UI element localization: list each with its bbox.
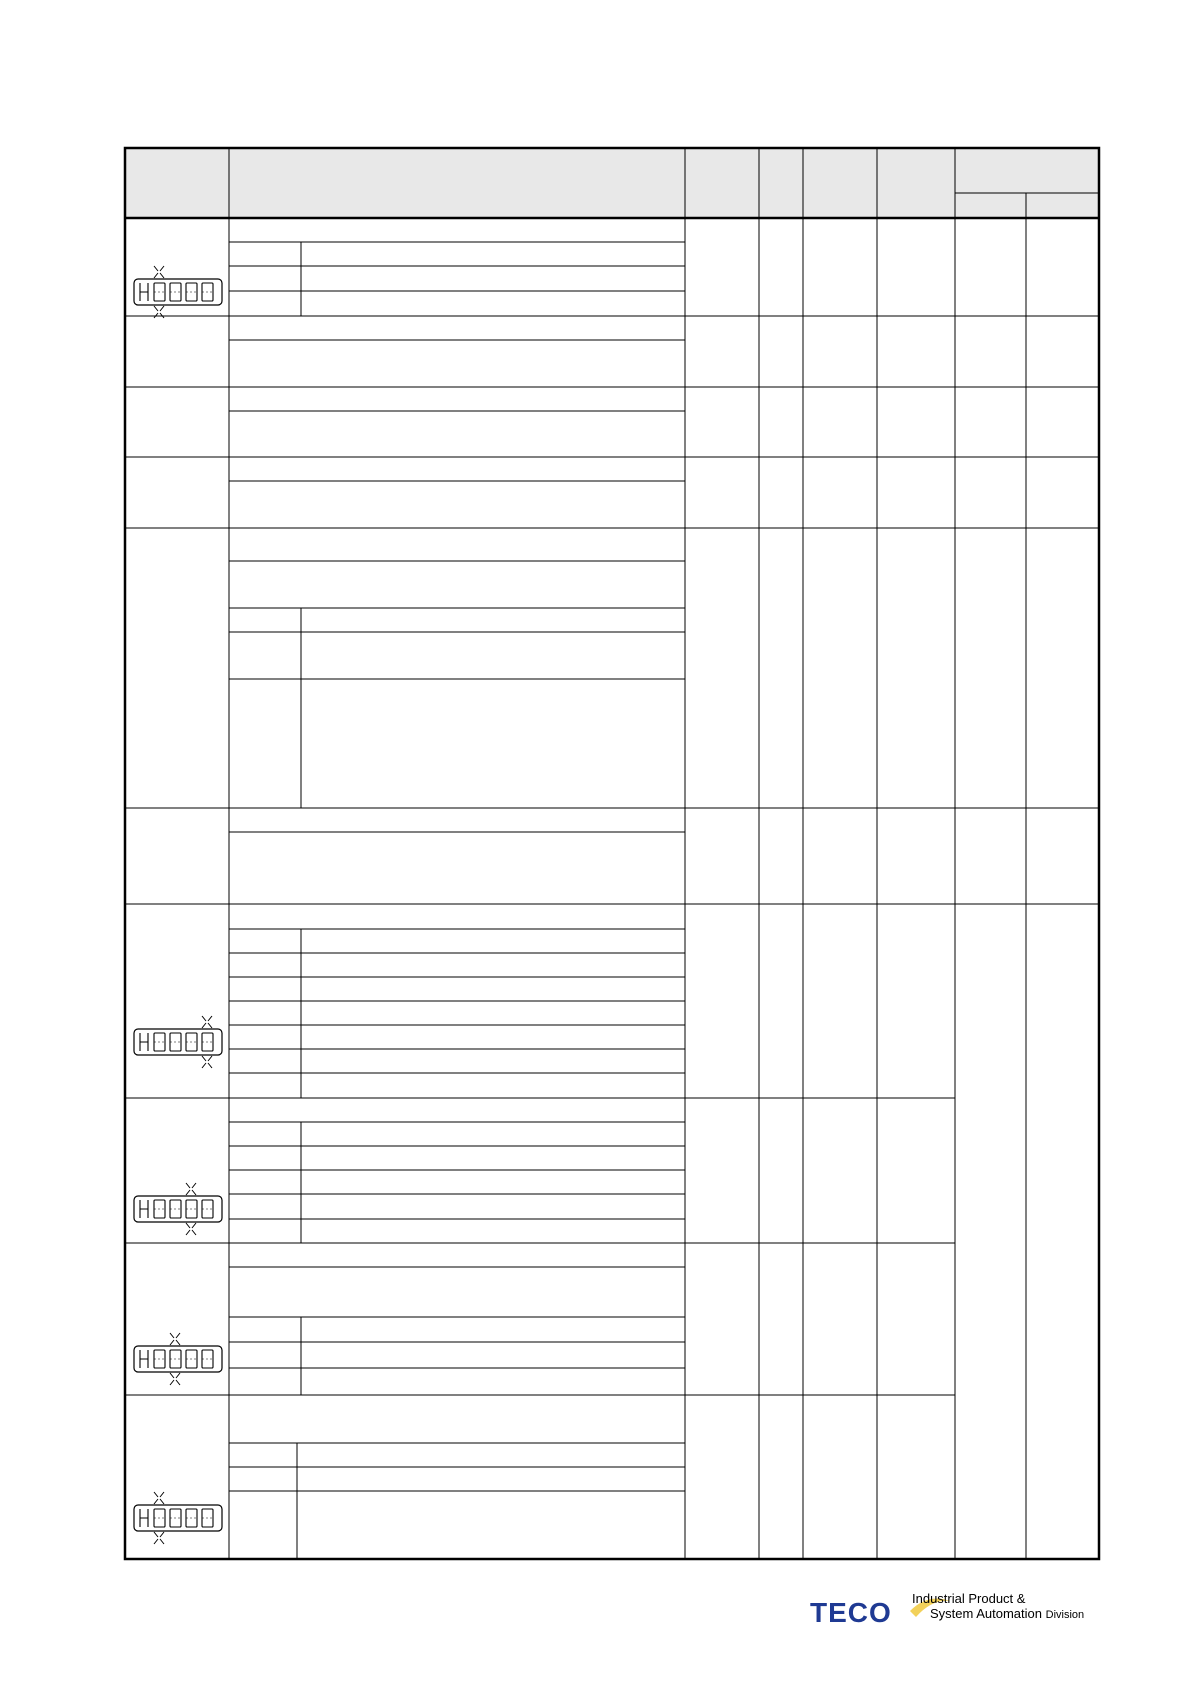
table-frame [125, 148, 1099, 1559]
segment-display-row10 [134, 1492, 222, 1544]
division-line2 [930, 1606, 1084, 1621]
division-line1: Industrial Product & [912, 1591, 1026, 1606]
table-grid [125, 148, 1099, 1559]
segment-display-row9 [134, 1333, 222, 1385]
segment-display-row7 [134, 1016, 222, 1068]
segment-display-row8 [134, 1183, 222, 1235]
segment-display-row1 [134, 266, 222, 318]
brand-name: TECO [810, 1597, 892, 1628]
division-line2-tail: Division [1045, 1609, 1085, 1621]
table-header-shading [125, 148, 1099, 218]
teco-logo [810, 1591, 1110, 1641]
division-line2-main: System Automation [930, 1606, 1042, 1621]
